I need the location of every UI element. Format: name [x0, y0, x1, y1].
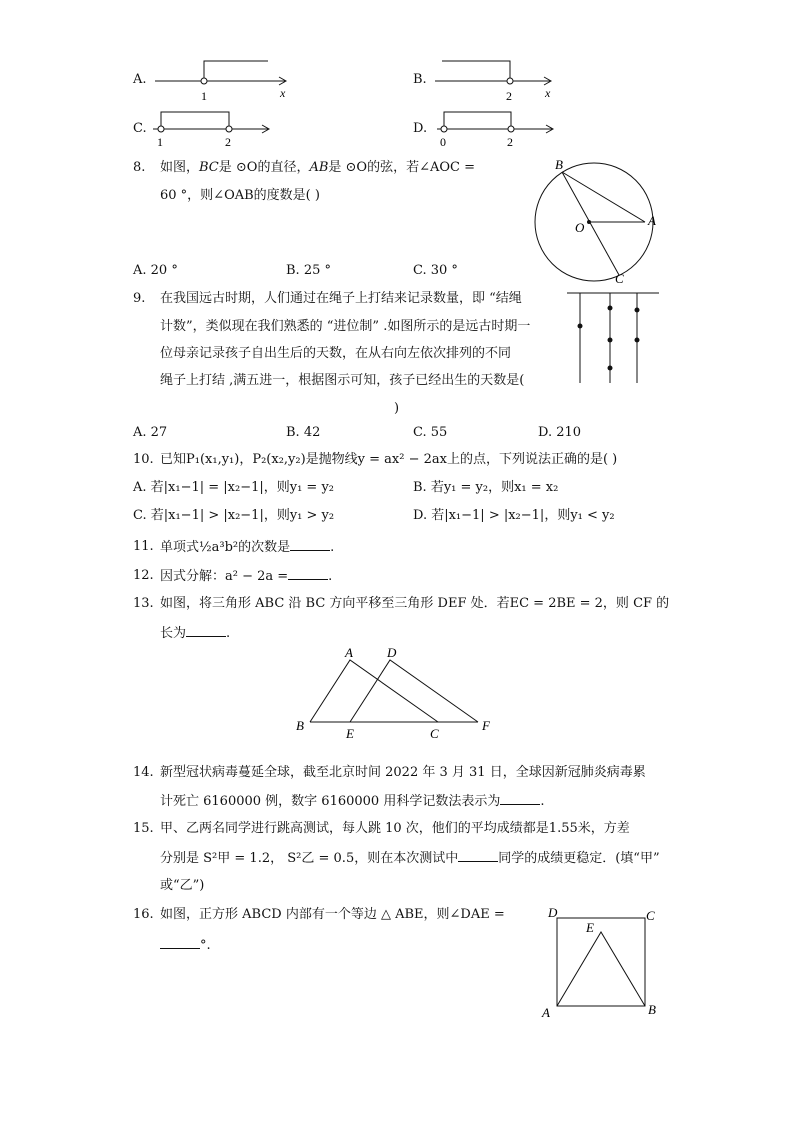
svg-text:A: A — [648, 213, 656, 228]
q16-stem-line2: °. — [160, 936, 211, 955]
q10-stem: 已知P₁(x₁,y₁)，P₂(x₂,y₂)是抛物线y = ax² − 2ax上的点，下列说法正确的是( ) — [160, 452, 618, 467]
q7-option-b-numberline — [430, 55, 560, 105]
q13-triangles-figure — [290, 642, 500, 742]
q7-option-d-label: D. — [413, 121, 428, 136]
q14-stem-line1: 新型冠状病毒蔓延全球，截至北京时间 2022 年 3 月 31 日，全球因新冠肺炎病毒累 — [160, 765, 646, 780]
q12-number: 12. — [133, 568, 154, 583]
svg-text:C: C — [646, 908, 655, 923]
q10-option-d: D. 若|x₁−1| > |x₂−1|，则y₁ < y₂ — [413, 508, 615, 523]
q7-option-a-numberline — [150, 55, 295, 105]
q8-option-a: A. 20 ° — [133, 263, 178, 278]
q9-stem-close: ) — [394, 401, 400, 416]
q8-circle-figure — [525, 150, 665, 290]
svg-text:C: C — [615, 271, 624, 286]
q7-b-tick: 2 — [506, 89, 512, 103]
svg-text:C: C — [430, 726, 439, 741]
q13-stem-line2: 长为 . — [160, 626, 231, 641]
svg-text:E: E — [346, 726, 354, 741]
q7-a-tick: 1 — [201, 89, 207, 103]
q7-option-c-numberline — [148, 106, 278, 151]
q9-number: 9. — [133, 291, 146, 306]
q9-knot-figure — [565, 288, 665, 388]
q8-number: 8. — [133, 160, 146, 175]
q15-stem-line1: 甲、乙两名同学进行跳高测试，每人跳 10 次，他们的平均成绩都是1.55米，方差 — [160, 821, 630, 836]
svg-text:D: D — [387, 645, 397, 660]
q16-stem-line1: 如图，正方形 ABCD 内部有一个等边 △ ABE，则∠DAE = — [160, 907, 505, 922]
q9-option-d: D. 210 — [538, 425, 582, 440]
q9-option-b: B. 42 — [286, 425, 321, 440]
q10-option-c: C. 若|x₁−1| > |x₂−1|，则y₁ > y₂ — [133, 508, 335, 523]
q14-number: 14. — [133, 765, 154, 780]
svg-text:F: F — [482, 718, 490, 733]
q9-option-c: C. 55 — [413, 425, 448, 440]
q9-stem-line2: 计数”，类似现在我们熟悉的 “进位制” .如图所示的是远古时期一 — [160, 319, 531, 334]
q15-stem-line2: 分别是 S²甲 = 1.2， S²乙 = 0.5，则在本次测试中 同学的成绩更稳定．(填“甲” — [160, 851, 660, 866]
q11-answer-blank[interactable] — [290, 538, 330, 551]
q7-b-axis: x — [545, 86, 551, 100]
q9-stem-line3: 位母亲记录孩子自出生后的天数，在从右向左依次排列的不同 — [160, 346, 512, 361]
q16-answer-blank[interactable] — [160, 936, 200, 949]
q14-stem-line2: 计死亡 6160000 例，数字 6160000 用科学记数法表示为 . — [160, 794, 545, 809]
q7-option-d-numberline — [432, 106, 562, 151]
svg-text:E: E — [586, 920, 594, 935]
q11-number: 11. — [133, 539, 154, 554]
q7-option-c-label: C. — [133, 121, 147, 136]
q15-answer-blank[interactable] — [458, 849, 498, 862]
q9-option-a: A. 27 — [133, 425, 168, 440]
svg-text:A: A — [345, 645, 353, 660]
svg-text:O: O — [575, 220, 585, 235]
q11-stem: 单项式½a³b²的次数是 . — [160, 540, 335, 555]
q8-option-c: C. 30 ° — [413, 263, 458, 278]
q12-answer-blank[interactable] — [288, 567, 328, 580]
q7-option-a-label: A. — [133, 72, 147, 87]
q16-square-figure — [538, 904, 663, 1022]
q8-stem-line2: 60 °，则∠OAB的度数是( ) — [160, 188, 320, 203]
q9-stem-line4: 绳子上打结 ,满五进一，根据图示可知，孩子已经出生的天数是( — [160, 373, 525, 388]
svg-text:B: B — [555, 157, 563, 172]
q16-number: 16. — [133, 907, 154, 922]
svg-text:B: B — [296, 718, 304, 733]
svg-text:A: A — [542, 1005, 550, 1020]
q7-a-axis: x — [280, 86, 286, 100]
q8-option-b: B. 25 ° — [286, 263, 331, 278]
q8-stem-line1: 如图，BC是 ⊙O的直径，AB是 ⊙O的弦，若∠AOC = — [160, 160, 475, 175]
q13-answer-blank[interactable] — [186, 624, 226, 637]
q7-c-tick2: 2 — [225, 135, 231, 149]
q9-stem-line1: 在我国远古时期，人们通过在绳子上打结来记录数量，即 “结绳 — [160, 291, 522, 306]
q14-answer-blank[interactable] — [500, 792, 540, 805]
q7-d-tick1: 0 — [440, 135, 446, 149]
q13-number: 13. — [133, 596, 154, 611]
q12-stem: 因式分解：a² − 2a = . — [160, 569, 333, 584]
svg-text:D: D — [548, 905, 558, 920]
q10-number: 10. — [133, 452, 154, 467]
q7-d-tick2: 2 — [507, 135, 513, 149]
q15-number: 15. — [133, 821, 154, 836]
svg-text:B: B — [648, 1002, 656, 1017]
q15-stem-line3: 或“乙”) — [160, 878, 205, 893]
q7-c-tick1: 1 — [157, 135, 163, 149]
q13-stem-line1: 如图，将三角形 ABC 沿 BC 方向平移至三角形 DEF 处．若EC = 2BE = 2，则 CF 的 — [160, 596, 670, 611]
q10-option-a: A. 若|x₁−1| = |x₂−1|，则y₁ = y₂ — [133, 480, 335, 495]
q10-option-b: B. 若y₁ = y₂，则x₁ = x₂ — [413, 480, 559, 495]
q7-option-b-label: B. — [413, 72, 427, 87]
